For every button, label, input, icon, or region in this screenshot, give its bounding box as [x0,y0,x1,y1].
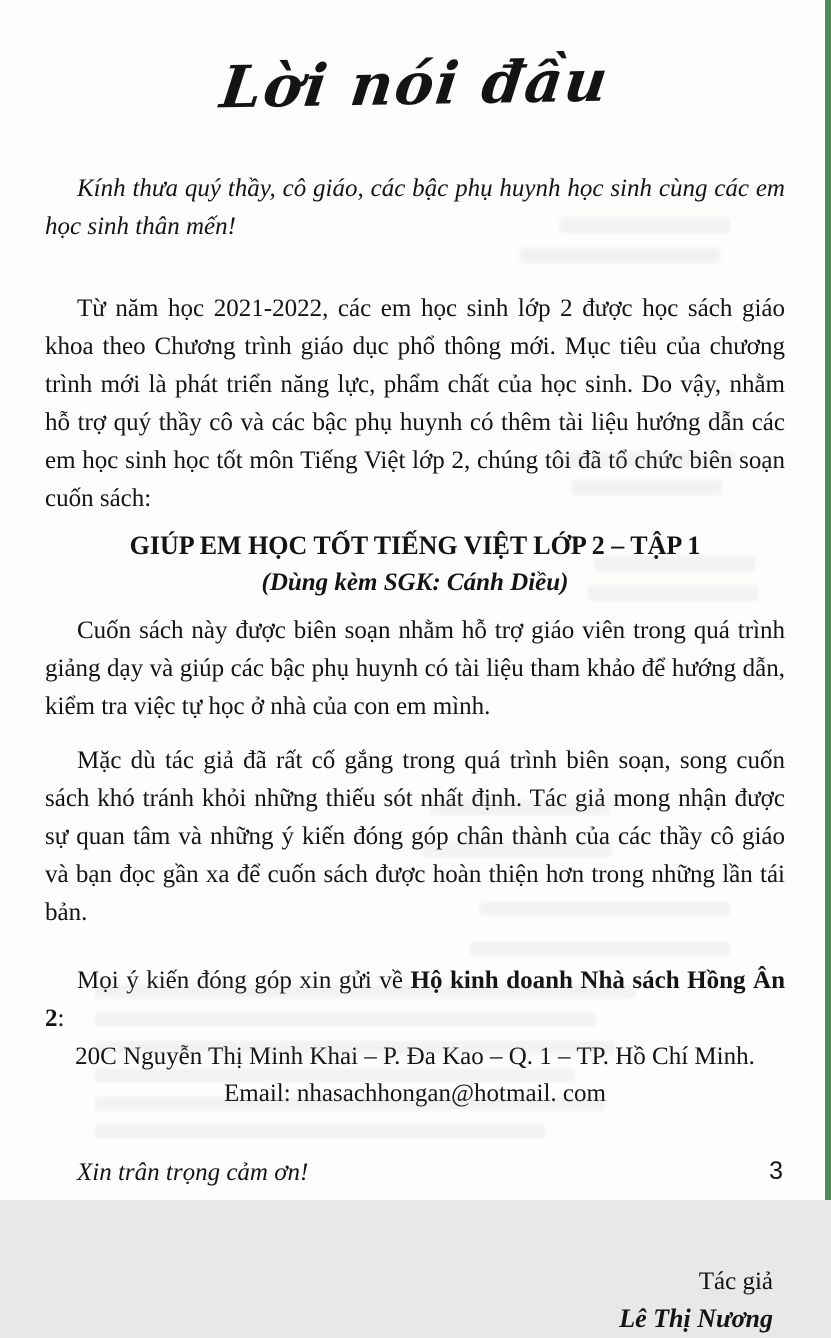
book-subtitle: (Dùng kèm SGK: Cánh Diều) [261,569,569,596]
business-name: Hộ kinh doanh Nhà sách Hồng Ân 2 [45,967,785,1032]
apology-paragraph: Mặc dù tác giả đã rất cố gắng trong quá trình biên soạn, song cuốn sách khó tránh khỏi những thiếu sót nhất định. Tác giả mong nhận được sự quan tâm và những ý kiến đóng góp chân thành của các thầy cô giáo và bạn đọc gần xa để cuốn sách được hoàn thiện hơn trong những lần tái bản. [45,747,785,926]
feedback-line [45,962,785,1038]
address-line: 20C Nguyễn Thị Minh Khai – P. Đa Kao – Q. 1 – TP. Hồ Chí Minh. [75,1043,755,1070]
page-edge-strip [825,0,831,1200]
author-label: Tác giả [698,1268,773,1295]
author-block [45,1264,785,1338]
feedback-prefix: Mọi ý kiến đóng góp xin gửi về [77,967,411,994]
author-name: Lê Thị Nương [619,1304,773,1333]
book-title-heading: GIÚP EM HỌC TỐT TIẾNG VIỆT LỚP 2 – TẬP 1 [129,531,701,560]
page-content [45,0,785,1338]
greeting-paragraph: Kính thưa quý thầy, cô giáo, các bậc phụ huynh học sinh cùng các em học sinh thân mến! [45,175,785,240]
contact-block [45,962,785,1112]
purpose-paragraph: Cuốn sách này được biên soạn nhằm hỗ trợ giáo viên trong quá trình giảng dạy và giúp các bậc phụ huynh có tài liệu tham khảo để hướng dẫn, kiểm tra việc tự học ở nhà của con em mình. [45,617,785,720]
context-paragraph: Từ năm học 2021-2022, các em học sinh lớp 2 được học sách giáo khoa theo Chương trình giáo dục phổ thông mới. Mục tiêu của chương trình mới là phát triển năng lực, phẩm chất của học sinh. Do vậy, nhằm hỗ trợ quý thầy cô và các bậc phụ huynh có thêm tài liệu hướng dẫn các em học sinh học tốt môn Tiếng Việt lớp 2, chúng tôi đã tổ chức biên soạn cuốn sách: [45,295,785,512]
thanks-line: Xin trân trọng cảm ơn! [77,1159,309,1186]
email-line: Email: nhasachhongan@hotmail. com [224,1080,606,1107]
feedback-colon: : [57,1005,65,1032]
preface-title: Lời nói đầu [216,46,614,122]
page-number: 3 [769,1157,783,1185]
